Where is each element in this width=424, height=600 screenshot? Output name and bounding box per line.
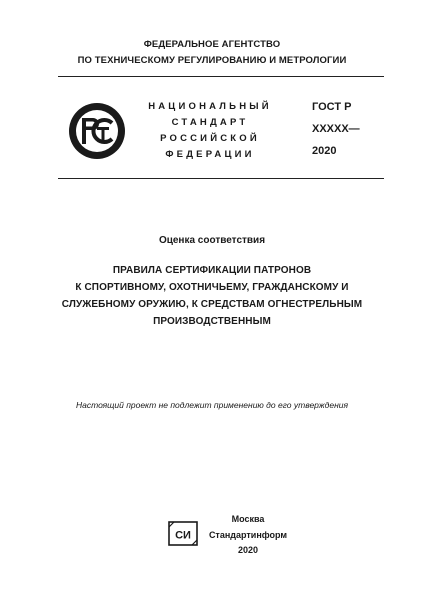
publisher-year: 2020 — [237, 545, 259, 555]
draft-note: Настоящий проект не подлежит применению до его утверждения — [75, 400, 349, 410]
document-title-line-2: К СПОРТИВНОМУ, ОХОТНИЧЬЕМУ, ГРАЖДАНСКОМУ И — [75, 282, 349, 293]
document-subtitle: Оценка соответствия — [158, 235, 266, 246]
gost-code-year: 2020 — [312, 145, 337, 157]
national-standard-line-3: РОССИЙСКОЙ — [160, 133, 260, 144]
agency-name-line-1: ФЕДЕРАЛЬНОЕ АГЕНТСТВО — [143, 39, 281, 50]
bottom-divider — [58, 178, 384, 179]
national-standard-line-2: СТАНДАРТ — [171, 117, 249, 128]
national-standard-line-1: НАЦИОНАЛЬНЫЙ — [148, 101, 272, 112]
publisher-name: Стандартинформ — [208, 530, 288, 540]
top-divider — [58, 76, 384, 77]
publisher-city: Москва — [231, 514, 265, 524]
gost-code-prefix: ГОСТ Р — [312, 101, 352, 113]
document-title-line-1: ПРАВИЛА СЕРТИФИКАЦИИ ПАТРОНОВ — [112, 265, 312, 276]
gost-code-number: ХХХХХ— — [312, 123, 360, 135]
standartinform-logo-text: СИ — [175, 529, 191, 542]
gost-pct-emblem-icon — [68, 102, 126, 160]
document-title-line-4: ПРОИЗВОДСТВЕННЫМ — [153, 316, 271, 327]
agency-name-line-2: ПО ТЕХНИЧЕСКОМУ РЕГУЛИРОВАНИЮ И МЕТРОЛОГИИ — [77, 55, 347, 66]
standartinform-sign-icon — [168, 521, 198, 546]
document-title-line-3: СЛУЖЕБНОМУ ОРУЖИЮ, К СРЕДСТВАМ ОГНЕСТРЕЛЬНЫМ — [61, 299, 363, 310]
national-standard-line-4: ФЕДЕРАЦИИ — [165, 149, 255, 160]
